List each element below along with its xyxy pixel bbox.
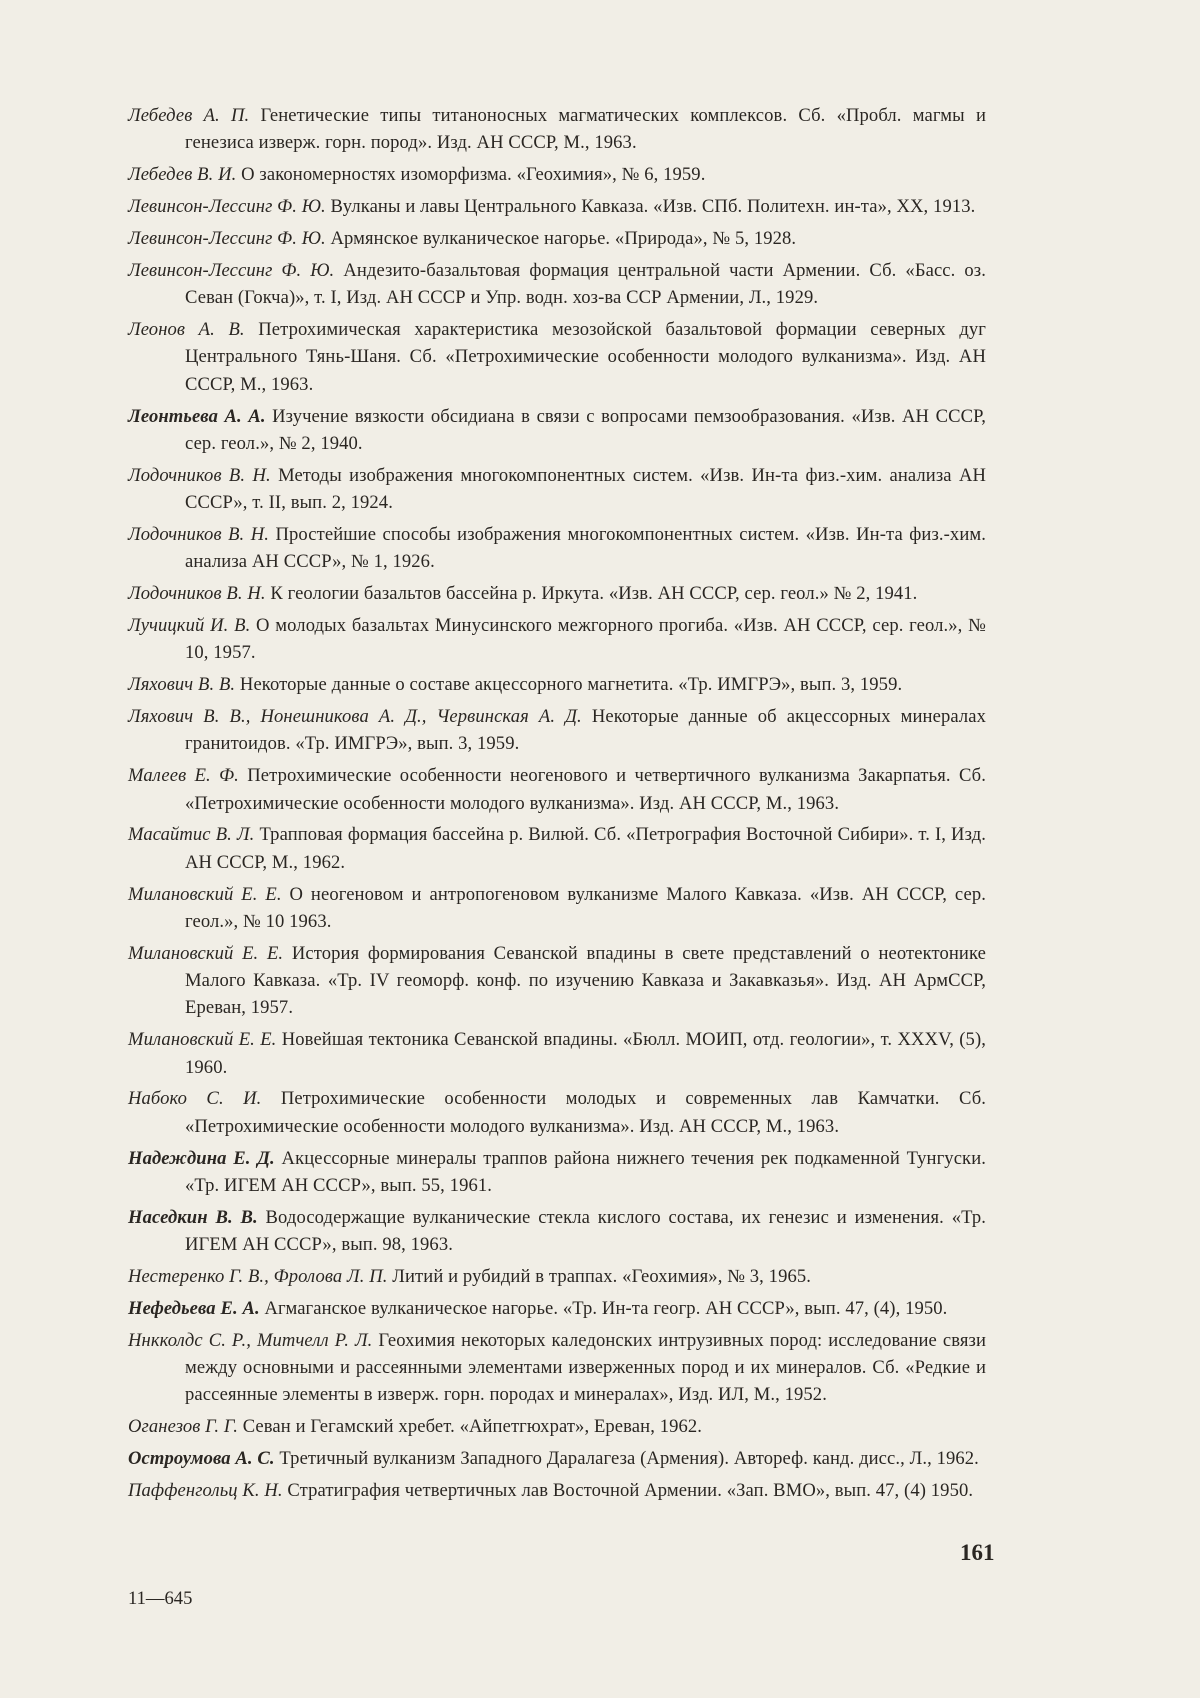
reference-text: Геохимия некоторых каледонских интрузивных пород: исследование связи между основными и рассеянными элементами изверженных пород и их минералов. Сб. «Редкие и рассеянные элементы в изверж. горн. породах и минералах», Изд. ИЛ, М., 1952. <box>185 1329 987 1406</box>
reference-text: Водосодержащие вулканические стекла кислого состава, их генезис и изменения. «Тр. ИГЕМ АН СССР», вып. 98, 1963. <box>185 1206 986 1256</box>
reference-text: Стратиграфия четвертичных лав Восточной Армении. «Зап. ВМО», вып. 47, (4) 1950. <box>287 1480 974 1502</box>
reference-entry <box>128 821 986 876</box>
reference-entry <box>128 671 986 698</box>
reference-author: Набоко С. И. <box>128 1088 262 1110</box>
reference-text: Методы изображения многокомпонентных систем. «Изв. Ин-та физ.-хим. анализа АН СССР», т. II, вып. 2, 1924. <box>185 464 987 514</box>
reference-text: Генетические типы титаноносных магматических комплексов. Сб. «Пробл. магмы и генезиса изверж. горн. пород». Изд. АН СССР, М., 1963. <box>185 105 987 154</box>
reference-text: История формирования Севанской впадины в свете представлений о неотектонике Малого Кавказа. «Тр. IV геоморф. конф. по изучению Кавказа и Закавказья». Изд. АН АрмССР, Ереван, 1957. <box>185 942 987 1019</box>
reference-author: Лебедев В. И. <box>128 164 237 186</box>
reference-author: Лодочников В. Н. <box>128 523 270 545</box>
reference-text: К геологии базальтов бассейна р. Иркута. «Изв. АН СССР, сер. геол.» № 2, 1941. <box>270 583 918 605</box>
reference-author: Лучицкий И. В. <box>128 614 251 636</box>
reference-text: О молодых базальтах Минусинского межгорного прогиба. «Изв. АН СССР, сер. геол.», № 10, 1957. <box>185 614 986 664</box>
reference-entry <box>128 161 986 188</box>
reference-author: Ннкколдс С. Р., Митчелл Р. Л. <box>128 1329 373 1351</box>
reference-entry <box>128 1327 986 1409</box>
reference-author: Малеев Е. Ф. <box>128 765 239 787</box>
reference-entry <box>128 1145 986 1200</box>
reference-entry <box>128 193 986 220</box>
reference-entry <box>128 462 986 517</box>
reference-entry <box>128 403 986 458</box>
reference-author: Ляхович В. В. <box>128 674 236 696</box>
reference-author: Леонтьева А. А. <box>128 405 266 427</box>
reference-entry <box>128 1445 986 1472</box>
reference-list <box>128 102 986 1509</box>
reference-entry <box>128 612 986 667</box>
reference-author: Милановский Е. Е. <box>128 942 284 964</box>
reference-text: Некоторые данные об акцессорных минералах гранитоидов. «Тр. ИМГРЭ», вып. 3, 1959. <box>185 706 986 755</box>
reference-entry <box>128 580 986 607</box>
reference-entry <box>128 225 986 252</box>
reference-text: Некоторые данные о составе акцессорного магнетита. «Тр. ИМГРЭ», вып. 3, 1959. <box>239 674 903 696</box>
reference-author: Масайтис В. Л. <box>128 824 255 846</box>
reference-author: Левинсон-Лессинг Ф. Ю. <box>128 259 335 281</box>
reference-entry <box>128 762 986 817</box>
reference-text: Изучение вязкости обсидиана в связи с вопросами пемзообразования. «Изв. АН СССР, сер. геол.», № 2, 1940. <box>185 405 986 454</box>
reference-author: Лодочников В. Н. <box>128 464 271 486</box>
reference-author: Нефедьева Е. А. <box>128 1297 260 1319</box>
reference-entry <box>128 703 986 758</box>
reference-author: Левинсон-Лессинг Ф. Ю. <box>128 196 326 218</box>
reference-text: Новейшая тектоника Севанской впадины. «Бюлл. МОИП, отд. геологии», т. XXXV, (5), 1960. <box>185 1029 986 1078</box>
reference-author: Милановский Е. Е. <box>128 883 282 905</box>
reference-text: Севан и Гегамский хребет. «Айпетгюхрат», Ереван, 1962. <box>242 1416 703 1438</box>
reference-text: Простейшие способы изображения многокомпонентных систем. «Изв. Ин-та физ.-хим. анализа АН СССР», № 1, 1926. <box>185 523 986 573</box>
reference-entry <box>128 881 986 936</box>
reference-author: Оганезов Г. Г. <box>128 1416 238 1438</box>
reference-text: Акцессорные минералы траппов района нижнего течения рек подкаменной Тунгуски. «Тр. ИГЕМ АН СССР», вып. 55, 1961. <box>185 1147 986 1196</box>
reference-author: Надеждина Е. Д. <box>128 1147 275 1169</box>
reference-author: Остроумова А. С. <box>128 1448 275 1470</box>
reference-text: Петрохимическая характеристика мезозойской базальтовой формации северных дуг Центрального Тянь-Шаня. Сб. «Петрохимические особенности молодого вулканизма». Изд. АН СССР, М., 1963. <box>185 319 987 395</box>
reference-text: Армянское вулканическое нагорье. «Природа», № 5, 1928. <box>330 227 797 249</box>
reference-author: Ляхович В. В., Нонешникова А. Д., Червинская А. Д. <box>128 706 582 728</box>
reference-author: Леонов А. В. <box>128 319 245 341</box>
page-number: 161 <box>960 1540 995 1565</box>
reference-text: Трапповая формация бассейна р. Вилюй. Сб. «Петрография Восточной Сибири». т. I, Изд. АН СССР, М., 1962. <box>185 824 987 873</box>
reference-text: Петрохимические особенности молодых и современных лав Камчатки. Сб. «Петрохимические особенности молодого вулканизма». Изд. АН СССР, М., 1963. <box>185 1088 986 1137</box>
reference-text: Петрохимические особенности неогенового и четвертичного вулканизма Закарпатья. Сб. «Петрохимические особенности молодого вулканизма». Изд. АН СССР, М., 1963. <box>185 765 986 814</box>
reference-author: Милановский Е. Е. <box>128 1029 277 1051</box>
reference-author: Наседкин В. В. <box>128 1206 258 1228</box>
reference-entry <box>128 257 986 312</box>
reference-text: О закономерностях изоморфизма. «Геохимия», № 6, 1959. <box>241 164 706 186</box>
reference-entry <box>128 1413 986 1440</box>
reference-entry <box>128 1085 986 1140</box>
signature-mark: 11—645 <box>128 1588 193 1609</box>
reference-entry <box>128 1295 986 1322</box>
reference-text: Вулканы и лавы Центрального Кавказа. «Изв. СПб. Политехн. ин-та», XX, 1913. <box>330 196 976 218</box>
reference-text: Литий и рубидий в траппах. «Геохимия», № 3, 1965. <box>392 1266 812 1288</box>
reference-text: О неогеновом и антропогеновом вулканизме Малого Кавказа. «Изв. АН СССР, сер. геол.», № 10 1963. <box>185 883 986 932</box>
reference-entry <box>128 1204 986 1259</box>
reference-entry <box>128 1477 986 1504</box>
reference-entry <box>128 102 986 157</box>
reference-author: Нестеренко Г. В., Фролова Л. П. <box>128 1266 388 1288</box>
reference-author: Паффенгольц К. Н. <box>128 1480 283 1502</box>
reference-entry <box>128 1263 986 1290</box>
reference-author: Лебедев А. П. <box>128 105 250 126</box>
reference-entry <box>128 316 986 398</box>
reference-entry <box>128 940 986 1022</box>
reference-entry <box>128 521 986 576</box>
reference-text: Третичный вулканизм Западного Даралагеза (Армения). Автореф. канд. дисс., Л., 1962. <box>279 1448 979 1470</box>
reference-author: Левинсон-Лессинг Ф. Ю. <box>128 227 326 249</box>
reference-text: Андезито-базальтовая формация центральной части Армении. Сб. «Басс. оз. Севан (Гокча)», т. I, Изд. АН СССР и Упр. водн. хоз-ва ССР Армении, Л., 1929. <box>185 259 986 309</box>
reference-author: Лодочников В. Н. <box>128 583 266 605</box>
reference-text: Агмаганское вулканическое нагорье. «Тр. Ин-та геогр. АН СССР», вып. 47, (4), 1950. <box>264 1297 948 1319</box>
reference-entry <box>128 1026 986 1081</box>
